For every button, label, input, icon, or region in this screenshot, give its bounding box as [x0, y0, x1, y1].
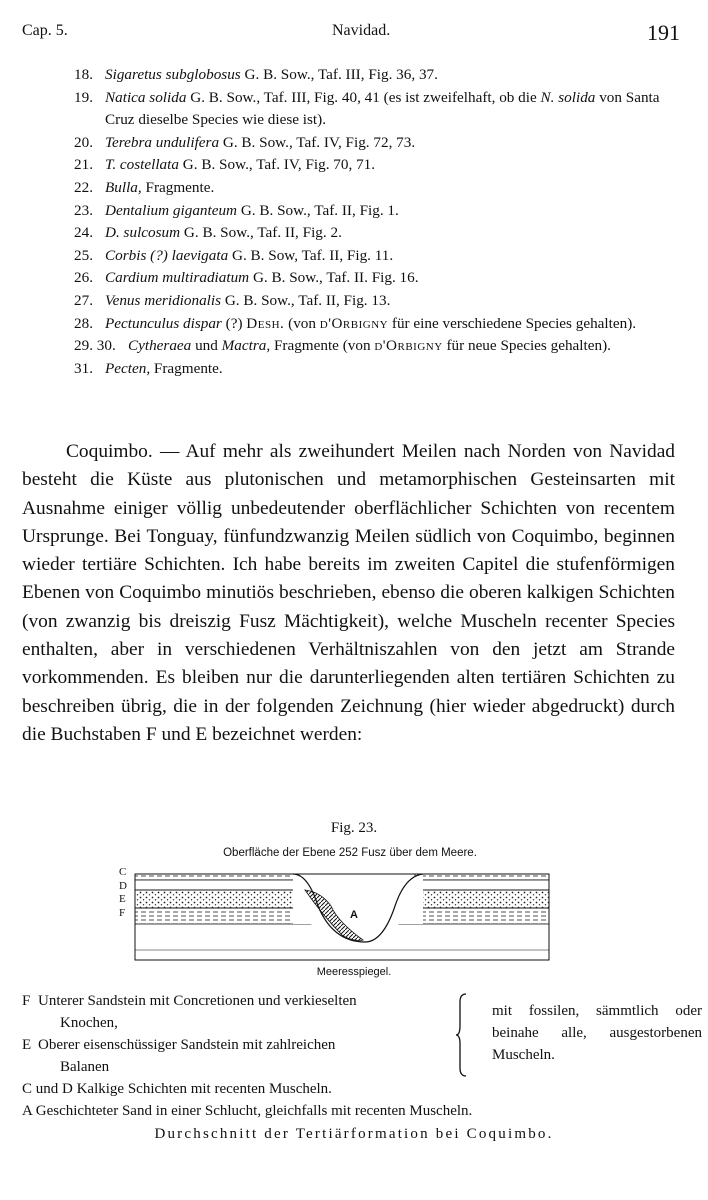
list-item: 18. Sigaretus subglobosus G. B. Sow., Taf. III, Fig. 36, 37.	[74, 66, 438, 83]
figure-subtitle: Oberfläche der Ebene 252 Fusz über dem Meere.	[223, 847, 477, 859]
body-paragraph	[22, 438, 675, 749]
legend-row-f-cont: Knochen,	[60, 1015, 118, 1031]
layer-c-right	[415, 874, 549, 880]
list-item: 21. T. costellata G. B. Sow., Taf. IV, Fig. 70, 71.	[74, 156, 376, 174]
legend-row-cd: C und D Kalkige Schichten mit recenten Muscheln.	[22, 1081, 332, 1097]
point-label-a: A	[350, 909, 358, 921]
legend-row-a: A Geschichteter Sand in einer Schlucht, gleichfalls mit recenten Muscheln.	[22, 1103, 473, 1119]
list-item: 25. Corbis (?) laevigata G. B. Sow, Taf. II, Fig. 11.	[74, 246, 394, 264]
layer-labels	[119, 866, 127, 920]
list-item: 22. Bulla, Fragmente.	[74, 178, 215, 196]
paragraph-text: Coquimbo. — Auf mehr als zweihundert Meilen nach Norden von Navidad besteht die Küste aus plutonischen und metamorphischen Gesteinsarten mit Ausnahme einiger völlig unbedeutender oberflächlicher Schichten von recentem Ursprunge. Bei Tonguay, fünfundzwanzig Meilen südlich von Coquimbo, beginnen wieder tertiäre Schichten. Ich habe bereits im zweiten Capitel die stufenförmigen Ebenen von Coquimbo minutiös beschrieben, ebenso die oberen kalkigen Schichten (von zwanzig bis dreiszig Fusz Mächtigkeit), welche Muscheln recenter Species enthalten, aber in verschiedenen Verhältniszahlen von den jetzt am Strande vorkommenden. Es bleiben nur die darunterliegenden alten tertiären Schichten zu beschreiben übrig, die in der folgenden Zeichnung (hier wieder abgedruckt) durch die Buchstaben F und E bezeichnet werden:	[22, 441, 675, 745]
sea-level-label: Meeresspiegel.	[316, 966, 392, 978]
layer-f-left	[135, 908, 311, 924]
species-list	[74, 64, 678, 380]
list-item: 23. Dentalium giganteum G. B. Sow., Taf. II, Fig. 1.	[74, 201, 399, 219]
ravine	[293, 874, 423, 942]
layer-e-right	[405, 890, 549, 908]
layer-d-right	[411, 880, 549, 890]
page-header	[22, 20, 680, 48]
list-item: 28. Pectunculus dispar (?) Desh. (von d'Orbigny für eine verschiedene Species gehalten).	[74, 314, 637, 332]
cross-section-diagram	[133, 866, 553, 962]
section-title: Navidad.	[332, 22, 391, 39]
list-item: 24. D. sulcosum G. B. Sow., Taf. II, Fig. 2.	[74, 224, 342, 242]
layer-label-c: C	[119, 866, 127, 878]
page-number: 191	[647, 20, 680, 45]
layer-d-left	[135, 880, 301, 890]
figure-title: Fig. 23.	[330, 820, 378, 836]
legend-row-e: E Oberer eisenschüssiger Sandstein mit zahlreichen	[22, 1037, 336, 1053]
legend-brace-text: mit fossilen, sämmtlich oder beinahe alle, ausgestorbenen Muscheln.	[492, 1003, 702, 1063]
list-item: 29. 30. Cytheraea und Mactra, Fragmente (von d'Orbigny für neue Species gehalten).	[74, 337, 611, 355]
layer-label-d: D	[119, 879, 127, 892]
layer-e-left	[135, 890, 307, 908]
layer-label-e: E	[119, 893, 126, 906]
legend-row-f: F Unterer Sandstein mit Concretionen und verkieselten	[22, 993, 357, 1009]
list-item: 20. Terebra undulifera G. B. Sow., Taf. IV, Fig. 72, 73.	[74, 133, 416, 151]
layer-label-f: F	[119, 906, 126, 919]
list-item: 19. Natica solida G. B. Sow., Taf. III, Fig. 40, 41 (es ist zweifelhaft, ob die N. solida von Santa Cruz dieselbe Species wie diese ist).	[74, 88, 660, 129]
brace-icon	[456, 992, 470, 1078]
layer-c-left	[135, 874, 297, 880]
list-item: 31. Pecten, Fragmente.	[74, 359, 223, 377]
list-item: 27. Venus meridionalis G. B. Sow., Taf. II, Fig. 13.	[74, 291, 391, 309]
legend-left-column	[22, 990, 454, 1078]
figure-caption: Durchschnitt der Tertiärformation bei Coquimbo.	[154, 1126, 554, 1142]
chapter-label: Cap. 5.	[22, 22, 68, 39]
list-item: 26. Cardium multiradiatum G. B. Sow., Taf. II. Fig. 16.	[74, 269, 419, 287]
legend-row-e-cont: Balanen	[60, 1059, 110, 1075]
